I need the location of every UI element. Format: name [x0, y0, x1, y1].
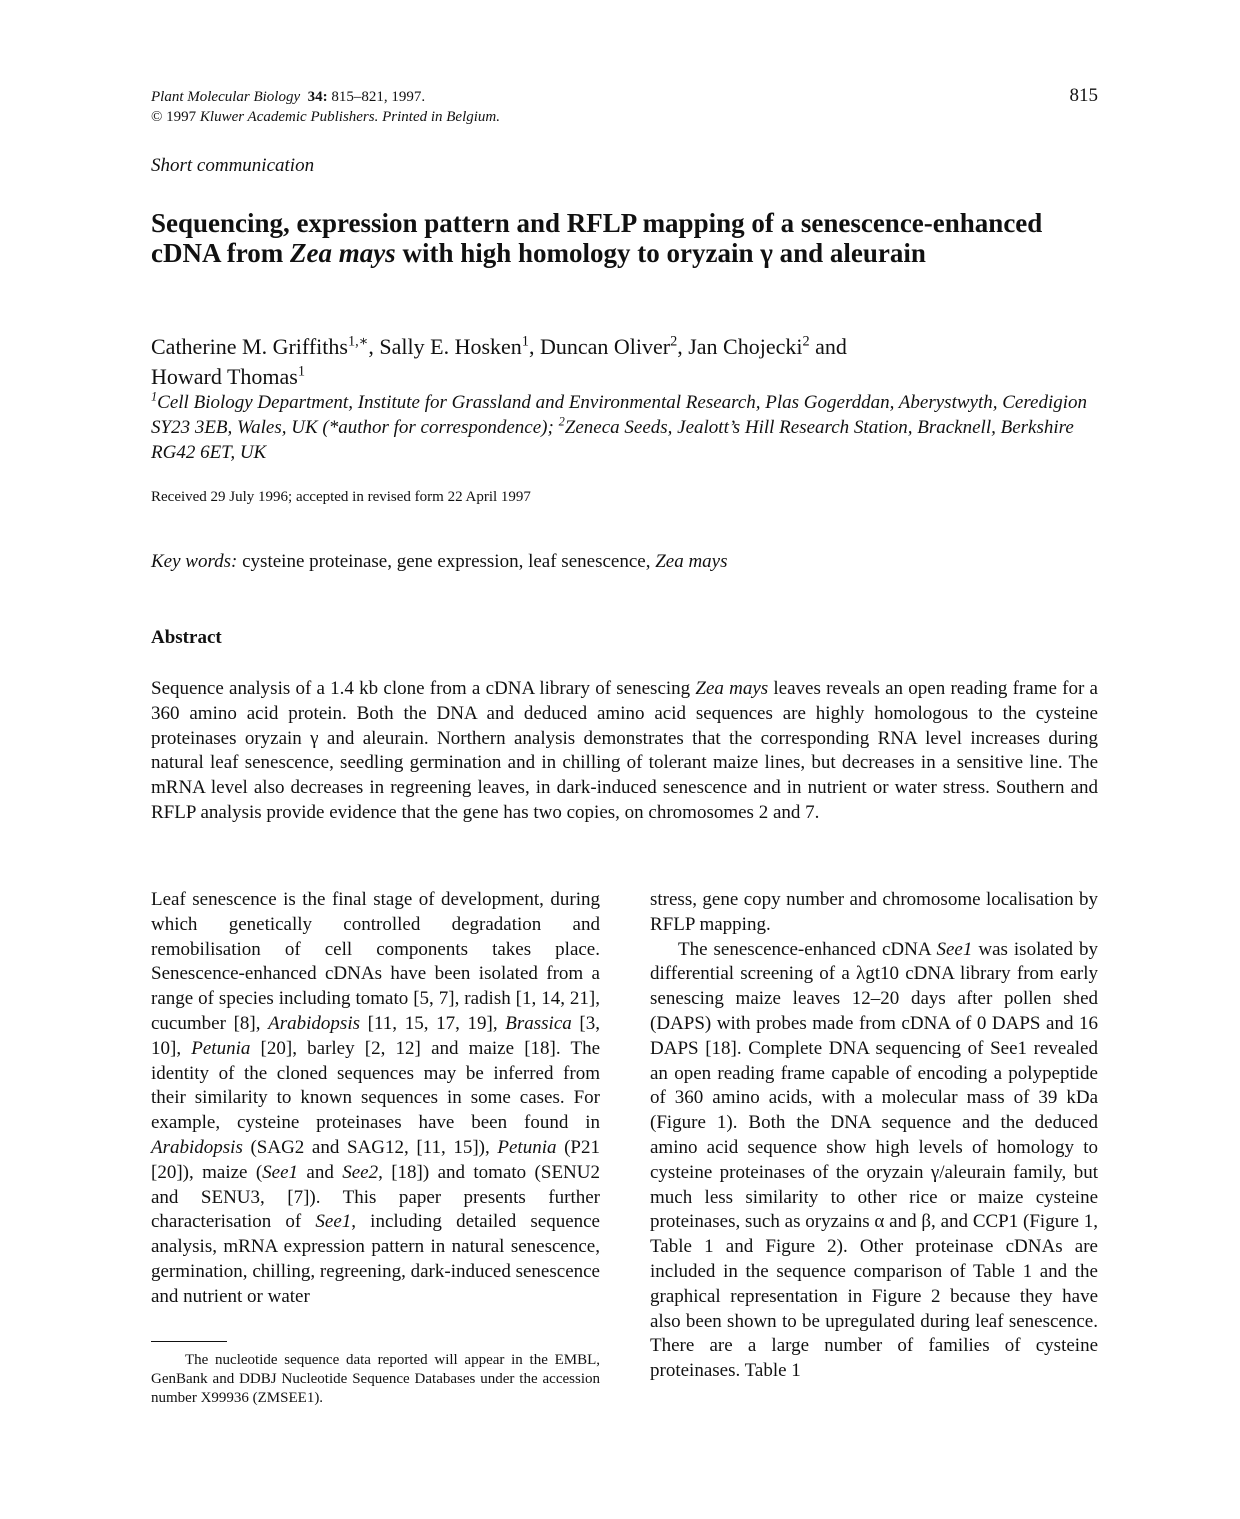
footnote-text: The nucleotide sequence data reported will appear in the EMBL, GenBank and DDBJ Nucleotide Sequence Databases under the accession number X99936 (ZMSEE1). [151, 1352, 600, 1406]
author-list [151, 332, 1101, 392]
abstract-part1: Sequence analysis of a 1.4 kb clone from a cDNA library of senescing [151, 678, 696, 699]
text-italic: Arabidopsis [151, 1136, 243, 1158]
abstract-part2: leaves reveals an open reading frame for a 360 amino acid protein. Both the DNA and deduced amino acid sequences are highly homologous to the cysteine proteinases oryzain γ and aleurain. Northern analysis demonstrates that the corresponding RNA level increases during natural leaf senescence, seedling germination and in chilling of tolerant maize lines, but decreases in a sensitive line. The mRNA level also decreases in regreening leaves, in dark-induced senescence and in nutrient or water stress. Southern and RFLP analysis provide evidence that the gene has two copies, on chromosomes 2 and 7. [151, 678, 1098, 823]
copyright-symbol: © [151, 109, 163, 125]
received-dates: Received 29 July 1996; accepted in revised form 22 April 1997 [151, 489, 531, 505]
text-italic: See1 [315, 1211, 352, 1233]
author-separator: , [528, 334, 540, 359]
author-name: Sally E. Hosken [379, 334, 522, 359]
text-run: Leaf senescence is the final stage of development, during which genetically controlled degradation and remobilisation of cell components takes place. Senescence-enhanced cDNAs have been isolated from a range of species including tomato [5, 7], radish [1, 14, 21], cucumber [8], [151, 889, 600, 1034]
journal-name: Plant Molecular Biology [151, 89, 301, 105]
text-italic: See2 [342, 1161, 379, 1183]
author-affiliation-mark: 2 [670, 333, 678, 350]
body-paragraph [650, 938, 1098, 1384]
article-title [151, 208, 1101, 268]
body-paragraph: stress, gene copy number and chromosome localisation by RFLP mapping. [650, 889, 1098, 935]
copyright-year: 1997 [166, 109, 197, 125]
author-affiliation-mark: 1 [521, 333, 529, 350]
affiliation-2: Zeneca Seeds, Jealott’s Hill Research Station, Bracknell, Berkshire RG42 6ET, UK [151, 417, 1074, 463]
abstract-species: Zea mays [695, 678, 769, 699]
author-separator: and [809, 334, 847, 359]
text-run: (SAG2 and SAG12, [11, 15]), [242, 1136, 498, 1158]
author-affiliation-mark: 2 [802, 333, 810, 350]
author-name: Howard Thomas [151, 364, 298, 389]
text-run: [3, 10], [151, 1012, 601, 1059]
text-run: , [18]) and tomato (SENU2 and SENU3, [7]). This paper presents further characterisation of [151, 1161, 600, 1233]
text-italic: See1 [262, 1161, 299, 1183]
page-number: 815 [1069, 85, 1098, 106]
author-name: Duncan Oliver [539, 334, 671, 359]
text-run: was isolated by differential screening of a λgt10 cDNA library from early senescing maize leaves 12–20 days after pollen shed (DAPS) with probes made from cDNA of 0 DAPS and 16 DAPS [18]. Complete DNA sequencing of See1 revealed an open reading frame capable of encoding a polypeptide of 360 amino acids, with a molecular mass of 39 kDa (Figure 1). Both the DNA sequence and the deduced amino acid sequence show high levels of homology to cysteine proteinases of the oryzain γ/aleurain family, but much less similarity to other rice or maize cysteine proteinases, such as oryzains α and β, and CCP1 (Figure 1, Table 1 and Figure 2). Other proteinase cDNAs are included in the sequence comparison of Table 1 and the graphical representation in Figure 2 because they have also been shown to be upregulated during leaf senescence. There are a large number of families of cysteine proteinases. Table 1 [650, 938, 1098, 1382]
title-part1: Sequencing, expression pattern and RFLP mapping of a senescence-enhanced cDNA from [151, 208, 1043, 268]
body-column-right [650, 888, 1098, 1384]
author-name: Catherine M. Griffiths [151, 334, 348, 359]
text-italic: See1 [936, 938, 973, 960]
footnote [151, 1351, 600, 1408]
title-part2: with high homology to oryzain γ and aleurain [395, 238, 926, 268]
publisher: Kluwer Academic Publishers. Printed in Belgium. [199, 109, 501, 125]
author-affiliation-mark: 1,∗ [347, 333, 369, 350]
text-run: , including detailed sequence analysis, mRNA expression pattern in natural senescence, germination, chilling, regreening, dark-induced senescence and nutrient or water [151, 1211, 600, 1307]
author-affiliation-mark: 1 [297, 363, 306, 380]
affiliation-mark: 1 [151, 389, 158, 404]
title-species: Zea mays [289, 238, 396, 268]
abstract-heading: Abstract [151, 627, 222, 648]
text-run: [11, 15, 17, 19], [360, 1012, 506, 1034]
copyright-line [151, 107, 500, 127]
footnote-rule [151, 1341, 227, 1342]
affiliations [151, 390, 1101, 465]
affiliation-mark: 2 [558, 414, 565, 429]
keywords-label: Key words: [151, 551, 238, 572]
author-separator: , [677, 334, 689, 359]
abstract-text [151, 677, 1098, 826]
text-italic: Petunia [191, 1037, 251, 1059]
journal-pages: 815–821, 1997. [331, 89, 426, 105]
journal-line [151, 87, 500, 107]
text-run: (P21 [20]), maize ( [151, 1136, 600, 1183]
text-run: [20], barley [2, 12] and maize [18]. The identity of the cloned sequences may be inferred from their similarity to known sequences in some cases. For example, cysteine proteinases have been found in [151, 1037, 601, 1134]
article-type: Short communication [151, 155, 315, 176]
body-paragraph [151, 888, 600, 1310]
text-run: and [298, 1161, 343, 1183]
journal-volume: 34: [307, 89, 328, 105]
text-italic: Brassica [505, 1012, 572, 1034]
body-column-left [151, 888, 600, 1310]
text-run: The senescence-enhanced cDNA [678, 938, 937, 960]
author-separator: , [368, 334, 380, 359]
keywords [151, 551, 728, 573]
affiliation-1: Cell Biology Department, Institute for Grassland and Environmental Research, Plas Gogerddan, Aberystwyth, Ceredigion SY23 3EB, Wales, UK (*author for correspondence); [151, 392, 1088, 438]
author-name: Jan Chojecki [688, 334, 803, 359]
text-italic: Arabidopsis [268, 1012, 360, 1034]
journal-citation [151, 87, 500, 127]
keywords-text: cysteine proteinase, gene expression, leaf senescence, [237, 551, 656, 572]
text-italic: Petunia [497, 1136, 557, 1158]
keywords-species: Zea mays [655, 551, 728, 572]
